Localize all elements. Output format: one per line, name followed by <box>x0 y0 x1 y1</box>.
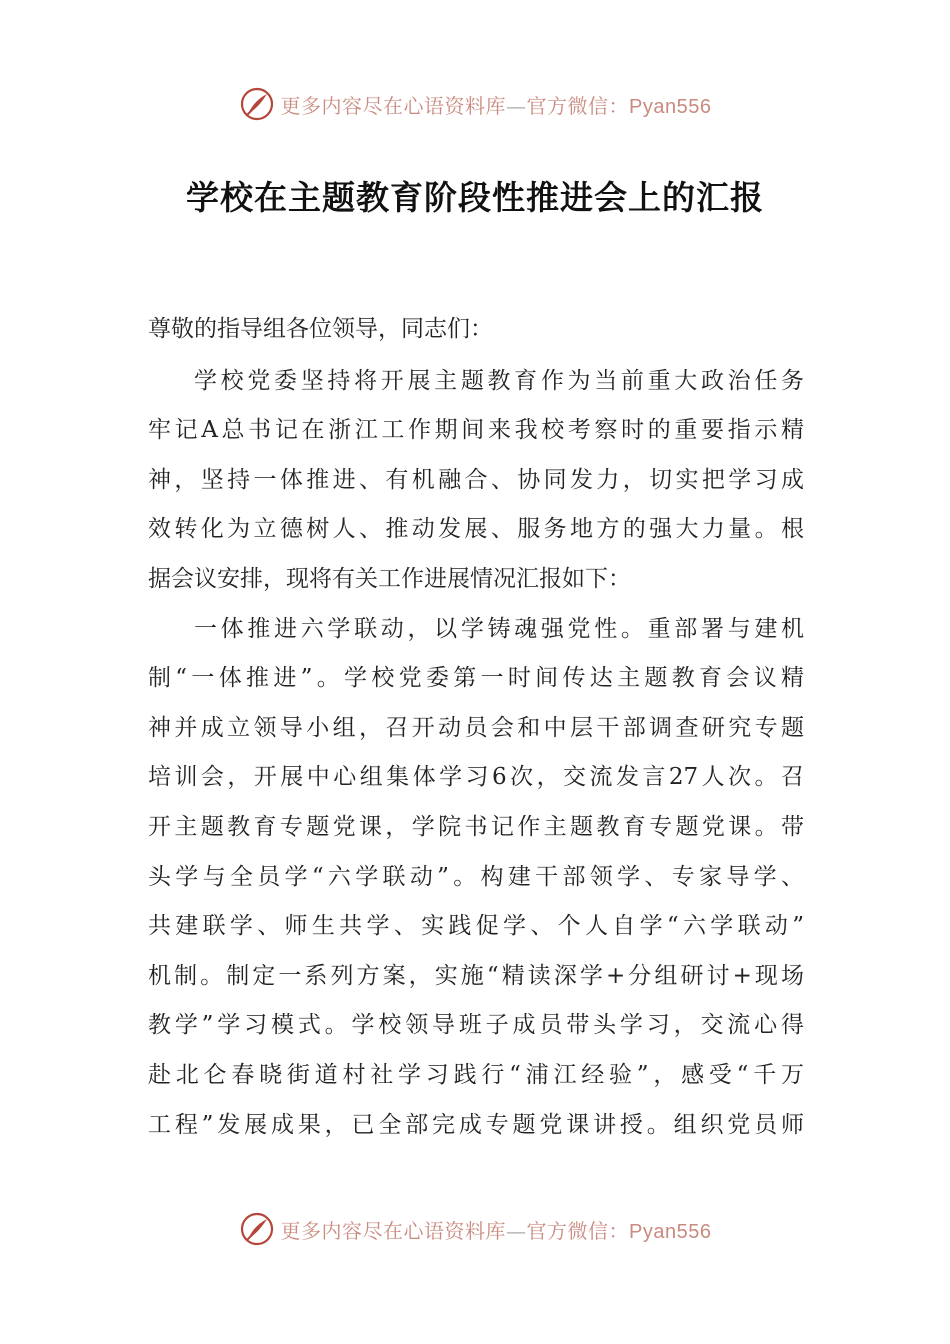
body-line: 一体推进六学联动，以学铸魂强党性。重部署与建机 <box>194 616 804 642</box>
body-line: 效转化为立德树人、推动发展、服务地方的强大力量。根 <box>148 516 804 542</box>
body-line: 工程”发展成果，已全部完成专题党课讲授。组织党员师 <box>148 1112 804 1138</box>
salutation: 尊敬的指导组各位领导，同志们： <box>148 316 493 342</box>
quill-logo-icon <box>239 86 275 122</box>
body-line: 教学”学习模式。学校领导班子成员带头学习，交流心得 <box>148 1012 804 1038</box>
banner-text: 更多内容尽在心语资料库—官方微信：Pyan556 <box>280 1218 712 1243</box>
body-line: 制“一体推进”。学校党委第一时间传达主题教育会议精 <box>148 665 804 691</box>
body-line: 神并成立领导小组，召开动员会和中层干部调查研究专题 <box>148 715 804 741</box>
body-line: 开主题教育专题党课，学院书记作主题教育专题党课。带 <box>148 814 804 840</box>
body-line: 牢记A总书记在浙江工作期间来我校考察时的重要指示精 <box>148 417 804 443</box>
body-line: 赴北仑春晓街道村社学习践行“浦江经验”，感受“千万 <box>148 1062 804 1088</box>
header-banner <box>0 84 950 124</box>
footer-banner <box>0 1209 950 1249</box>
body-line: 机制。制定一系列方案，实施“精读深学+分组研讨+现场 <box>148 963 804 989</box>
body-line: 头学与全员学“六学联动”。构建干部领学、专家导学、 <box>148 864 804 890</box>
quill-logo-icon <box>239 1211 275 1247</box>
banner-text: 更多内容尽在心语资料库—官方微信：Pyan556 <box>280 93 712 118</box>
body-line: 学校党委坚持将开展主题教育作为当前重大政治任务 <box>194 368 804 394</box>
document-title: 学校在主题教育阶段性推进会上的汇报 <box>186 178 764 217</box>
body-line: 神，坚持一体推进、有机融合、协同发力，切实把学习成 <box>148 467 804 493</box>
body-line: 据会议安排，现将有关工作进展情况汇报如下： <box>148 566 631 592</box>
body-line: 共建联学、师生共学、实践促学、个人自学“六学联动” <box>148 913 804 939</box>
body-line: 培训会，开展中心组集体学习6次，交流发言27人次。召 <box>148 764 804 790</box>
